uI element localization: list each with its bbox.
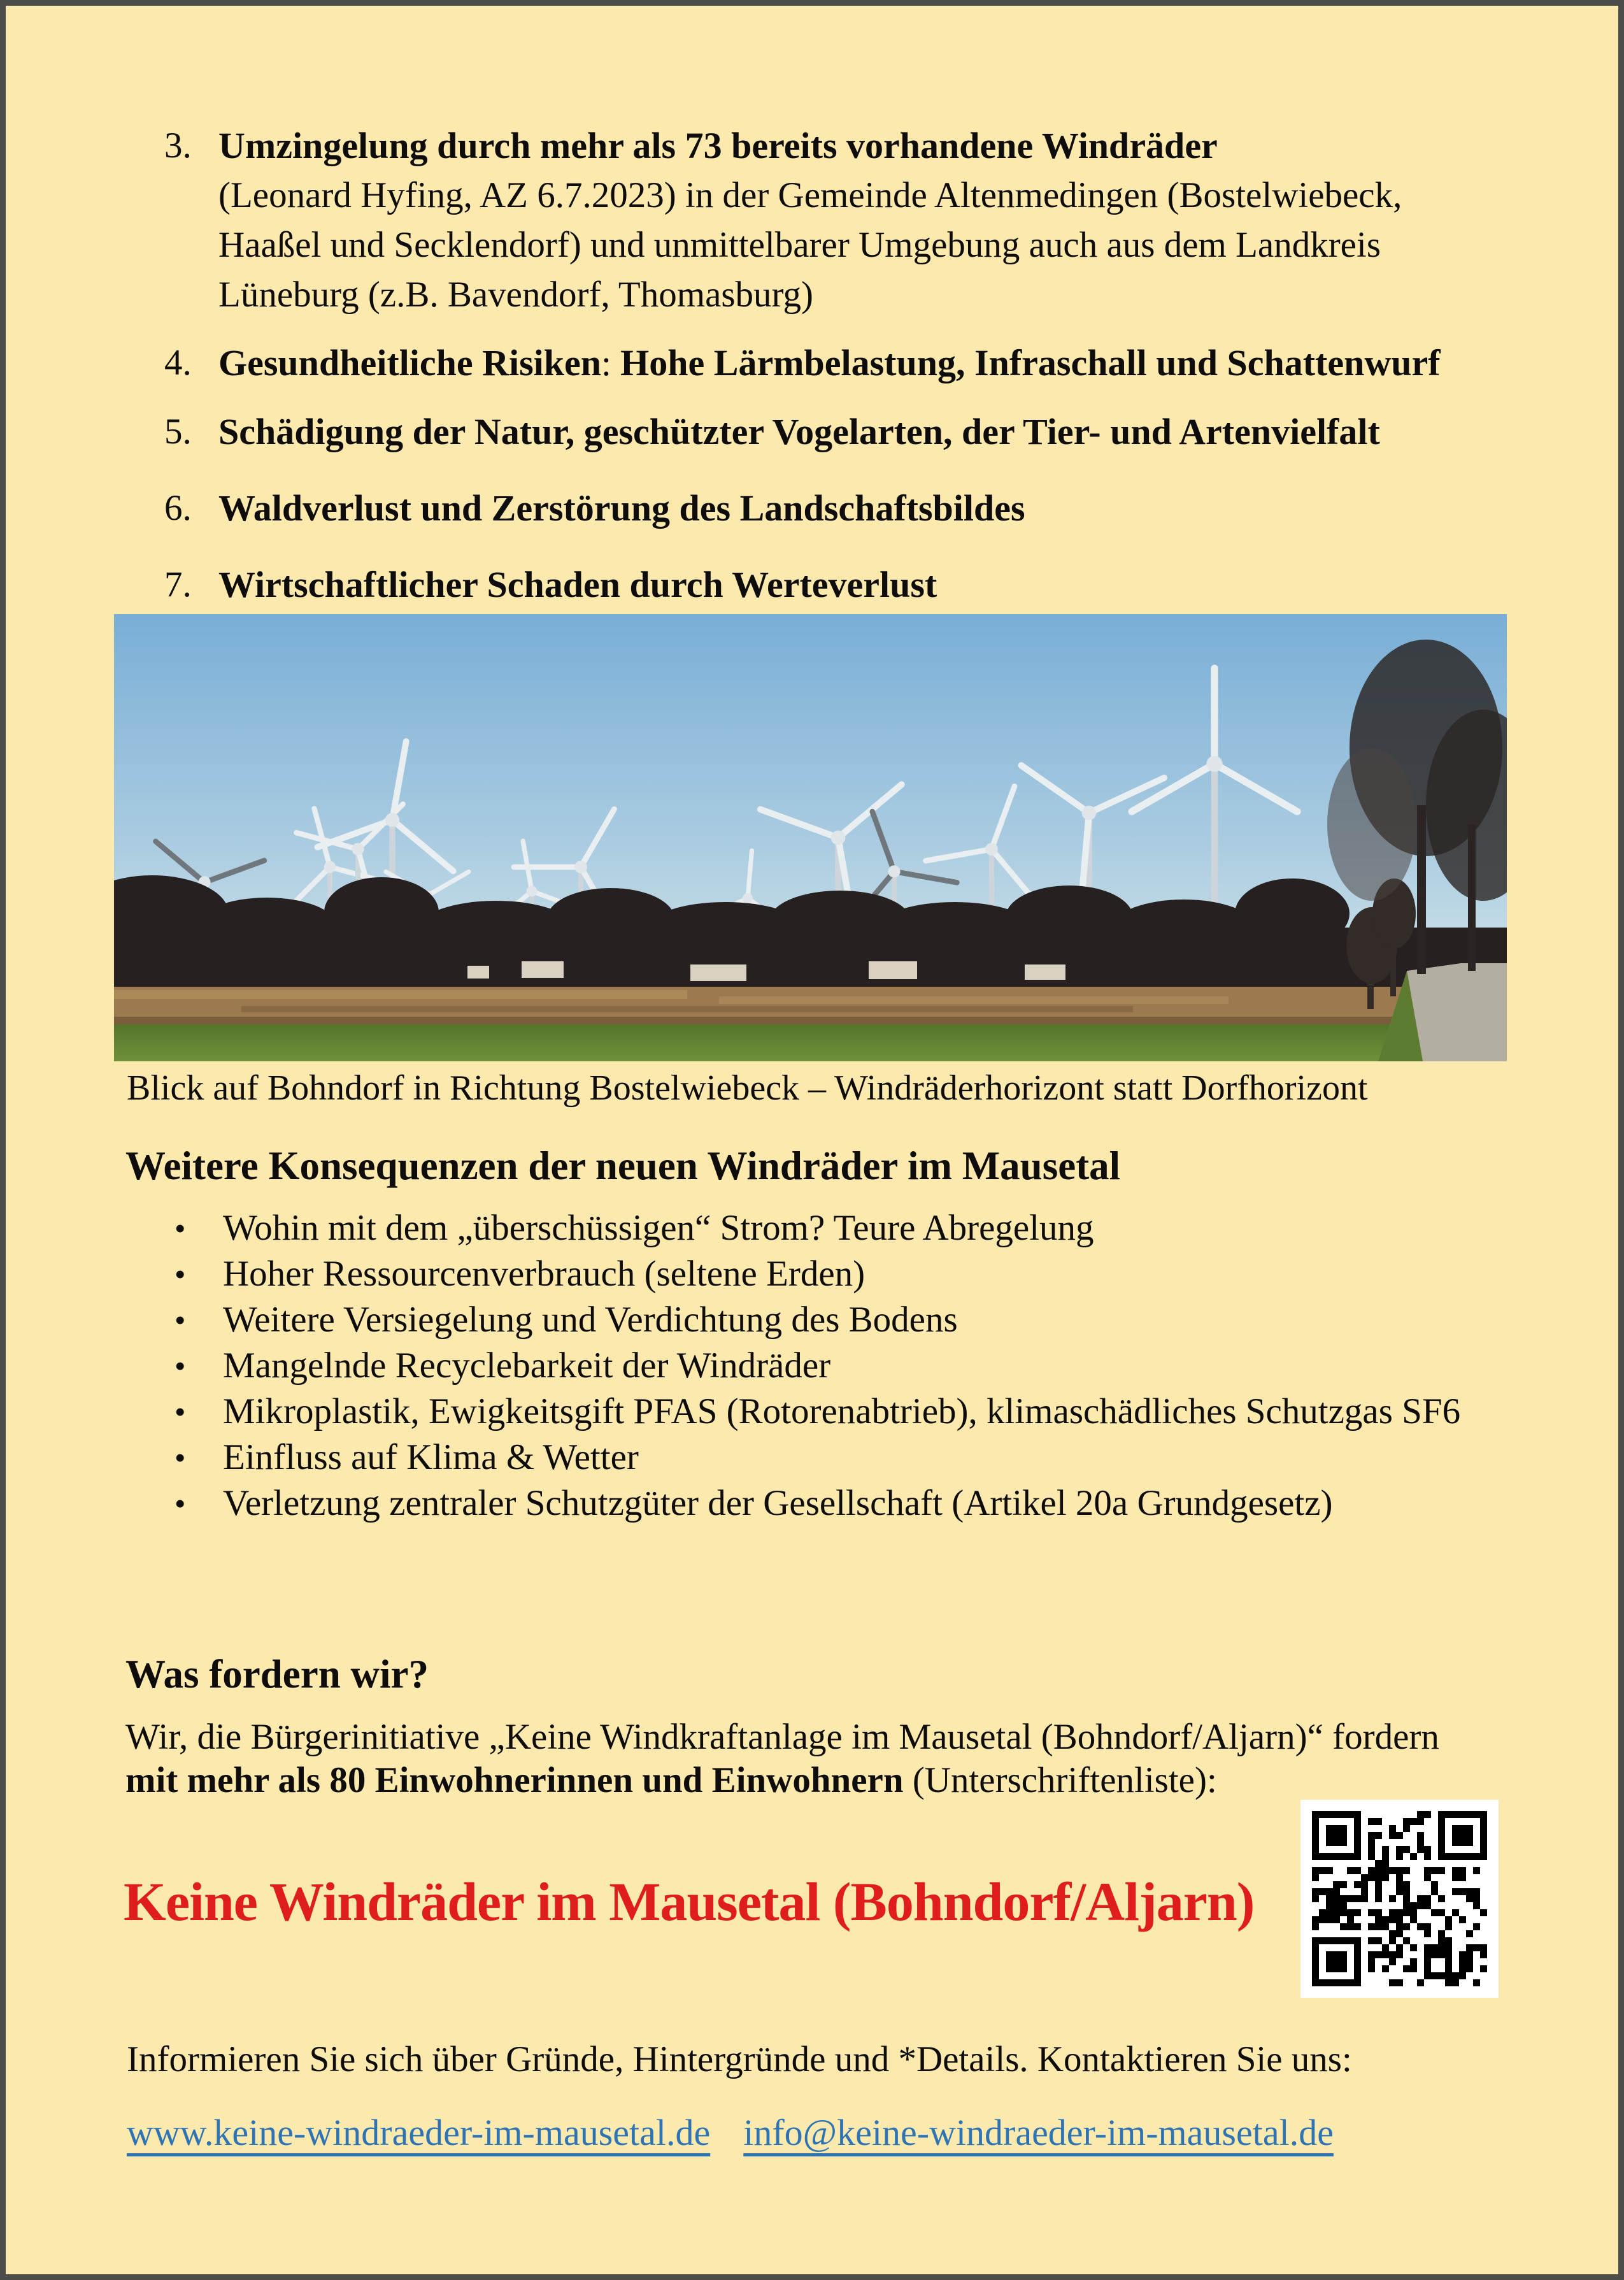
consequences-list (175, 1205, 1460, 1526)
item-title-part2: Hohe Lärmbelastung, Infraschall und Schattenwurf (620, 342, 1441, 384)
list-item-3 (164, 121, 1476, 320)
list-item (175, 1389, 1460, 1435)
demand-line2-rest: (Unterschriftenliste): (903, 1760, 1217, 1800)
list-item (175, 1297, 1460, 1343)
consequences-heading: Weitere Konsequenzen der neuen Windräder im Mausetal (125, 1144, 1121, 1188)
list-item-6 (164, 484, 1476, 534)
bullet-icon: • (175, 1348, 186, 1384)
photo-caption: Blick auf Bohndorf in Richtung Bostelwiebeck – Windräderhorizont statt Dorfhorizont (127, 1068, 1368, 1108)
item-title: Waldverlust und Zerstörung des Landschaftsbildes (218, 487, 1025, 529)
item-title-separator: : (601, 343, 621, 384)
bullet-text: Weitere Versiegelung und Verdichtung des Bodens (223, 1300, 958, 1340)
item-title: Schädigung der Natur, geschützter Vogelarten, der Tier- und Artenvielfalt (218, 411, 1380, 452)
item-text (218, 338, 1476, 389)
item-text (218, 121, 1476, 320)
item-body: (Leonard Hyfing, AZ 6.7.2023) in der Gemeinde Altenmedingen (Bostelwiebeck, Haaßel und Secklendorf) und unmittelbarer Umgebung auch aus dem Landkreis Lüneburg (z.B. Bavendorf, Thomasburg) (218, 175, 1402, 315)
qr-code-image (1300, 1800, 1499, 1998)
list-item (175, 1343, 1460, 1389)
item-text (218, 407, 1476, 457)
item-number: 4. (164, 343, 192, 383)
photo-svg (114, 614, 1507, 1061)
item-number: 7. (164, 564, 192, 605)
bullet-text: Einfluss auf Klima & Wetter (223, 1437, 639, 1477)
contact-info-line: Informieren Sie sich über Gründe, Hintergründe und *Details. Kontaktieren Sie uns: (127, 2039, 1352, 2079)
contact-links (127, 2109, 1334, 2156)
item-text (218, 560, 1476, 610)
bullet-text: Hoher Ressourcenverbrauch (seltene Erden) (223, 1254, 865, 1294)
demand-line2 (125, 1759, 1501, 1802)
bullet-text: Mangelnde Recyclebarkeit der Windräder (223, 1345, 831, 1386)
bullet-text: Verletzung zentraler Schutzgüter der Gesellschaft (Artikel 20a Grundgesetz) (223, 1483, 1333, 1523)
item-number: 6. (164, 488, 192, 528)
road (1407, 963, 1507, 1061)
bullet-icon: • (175, 1302, 186, 1338)
item-title: Umzingelung durch mehr als 73 bereits vorhandene Windräder (218, 125, 1218, 166)
website-link[interactable]: www.keine-windraeder-im-mausetal.de (127, 2112, 711, 2153)
bullet-icon: • (175, 1210, 186, 1246)
bullet-text: Wohin mit dem „überschüssigen“ Strom? Teure Abregelung (223, 1208, 1094, 1248)
list-item (175, 1251, 1460, 1297)
list-item-5 (164, 407, 1476, 457)
qr-code (1300, 1800, 1499, 1998)
item-title-part1: Gesundheitliche Risiken (218, 342, 602, 384)
list-item-7 (164, 560, 1476, 610)
list-item (175, 1481, 1460, 1526)
list-item (175, 1435, 1460, 1481)
item-text (218, 484, 1476, 534)
list-item (175, 1205, 1460, 1251)
item-title: Wirtschaftlicher Schaden durch Werteverlust (218, 564, 937, 605)
field (114, 987, 1507, 1028)
email-link[interactable]: info@keine-windraeder-im-mausetal.de (743, 2112, 1334, 2153)
demand-line1: Wir, die Bürgerinitiative „Keine Windkraftanlage im Mausetal (Bohndorf/Aljarn)“ fordern (125, 1717, 1439, 1757)
demand-heading: Was fordern wir? (125, 1652, 429, 1696)
grass-foreground (114, 1024, 1507, 1061)
slogan-headline: Keine Windräder im Mausetal (Bohndorf/Aljarn) (124, 1871, 1255, 1932)
bullet-icon: • (175, 1256, 186, 1292)
bullet-text: Mikroplastik, Ewigkeitsgift PFAS (Rotorenabtrieb), klimaschädliches Schutzgas SF6 (223, 1391, 1461, 1431)
item-number: 5. (164, 412, 192, 452)
bullet-icon: • (175, 1486, 186, 1521)
bullet-icon: • (175, 1440, 186, 1475)
bullet-icon: • (175, 1394, 186, 1430)
photo-wind-turbine-landscape (114, 614, 1507, 1061)
item-number: 3. (164, 125, 192, 166)
demand-paragraph (125, 1716, 1501, 1802)
list-item-4 (164, 338, 1476, 389)
demand-line2-bold: mit mehr als 80 Einwohnerinnen und Einwohnern (125, 1760, 904, 1800)
